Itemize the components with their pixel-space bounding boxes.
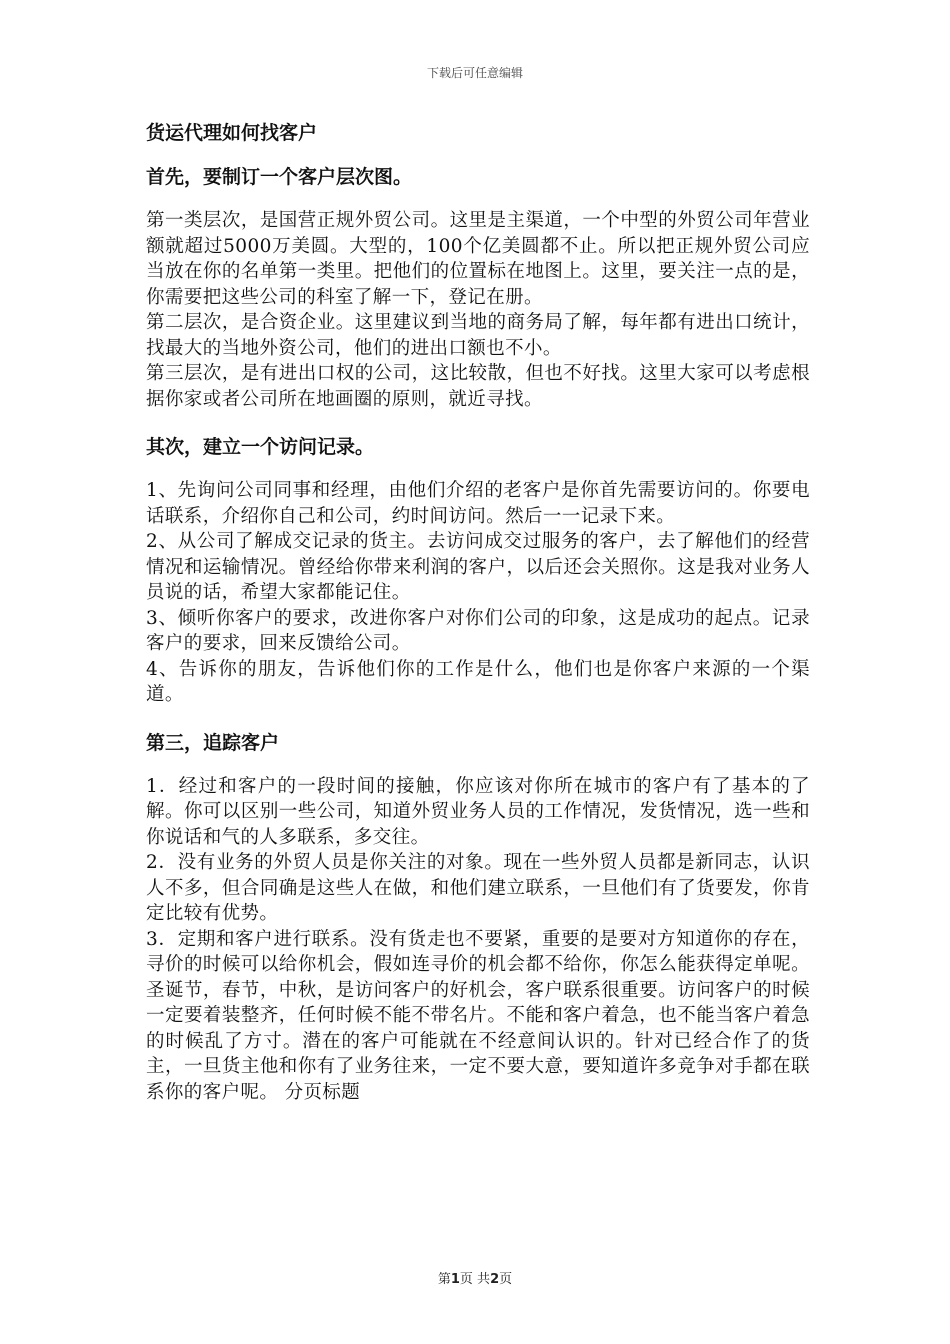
document-body (146, 120, 810, 1105)
paragraph: 1．经过和客户的一段时间的接触，你应该对你所在城市的客户有了基本的了解。你可以区别一些公司，知道外贸业务人员的工作情况，发货情况，选一些和你说话和气的人多联系，多交往。 (146, 775, 810, 848)
paragraph: 2．没有业务的外贸人员是你关注的对象。现在一些外贸人员都是新同志，认识人不多，但合同确是这些人在做，和他们建立联系，一旦他们有了货要发，你肯定比较有优势。 (146, 852, 810, 924)
paragraph: 3．定期和客户进行联系。没有货走也不要紧，重要的是要对方知道你的存在，寻价的时候可以给你机会，假如连寻价的机会都不给你，你怎么能获得定单呢。圣诞节，春节，中秋，是访问客户的好机会，客户联系很重要。访问客户的时候一定要着装整齐，任何时候不能不带名片。不能和客户着急，也不能当客户着急的时候乱了方寸。潜在的客户可能就在不经意间认识的。针对已经合作了的货主，一旦货主他和你有了业务往来，一定不要大意，要知道许多竞争对手都在联系你的客户呢。 分页标题 (146, 928, 810, 1103)
paragraph: 2、从公司了解成交记录的货主。去访问成交过服务的客户，去了解他们的经营情况和运输情况。曾经给你带来利润的客户，以后还会关照你。这是我对业务人员说的话，希望大家都能记住。 (146, 531, 810, 603)
paragraph: 第一类层次，是国营正规外贸公司。这里是主渠道，一个中型的外贸公司年营业额就超过5000万美圆。大型的，100个亿美圆都不止。所以把正规外贸公司应当放在你的名单第一类里。把他们的位置标在地图上。这里，要关注一点的是，你需要把这些公司的科室了解一下，登记在册。 (146, 210, 810, 308)
section-track-customers (146, 730, 810, 1106)
section-heading: 其次，建立一个访问记录。 (146, 436, 375, 458)
paragraph: 第二层次，是合资企业。这里建议到当地的商务局了解，每年都有进出口统计，找最大的当地外资公司，他们的进出口额也不小。 (146, 312, 810, 359)
footer-middle: 页 共 (459, 1272, 491, 1287)
page-footer (0, 1268, 950, 1287)
paragraph: 第三层次，是有进出口权的公司，这比较散，但也不好找。这里大家可以考虑根据你家或者公司所在地画圈的原则，就近寻找。 (146, 363, 810, 410)
footer-suffix: 页 (499, 1272, 513, 1287)
footer-total-pages: 2 (490, 1272, 500, 1287)
section-customer-hierarchy (146, 164, 810, 412)
section-visit-record (146, 434, 810, 708)
paragraph: 4、告诉你的朋友，告诉他们你的工作是什么，他们也是你客户来源的一个渠道。 (146, 658, 810, 705)
footer-current-page: 1 (450, 1272, 460, 1287)
section-heading: 首先，要制订一个客户层次图。 (146, 166, 413, 188)
footer-prefix: 第 (437, 1272, 451, 1287)
paragraph: 3、倾听你客户的要求，改进你客户对你们公司的印象，这是成功的起点。记录客户的要求，回来反馈给公司。 (146, 607, 810, 654)
paragraph: 1、先询问公司同事和经理，由他们介绍的老客户是你首先需要访问的。你要电话联系，介绍你自己和公司，约时间访问。然后一一记录下来。 (146, 480, 810, 527)
document-title: 货运代理如何找客户 (146, 122, 318, 144)
section-heading: 第三，追踪客户 (146, 731, 280, 754)
page-header: 下载后可任意编辑 (426, 66, 523, 80)
